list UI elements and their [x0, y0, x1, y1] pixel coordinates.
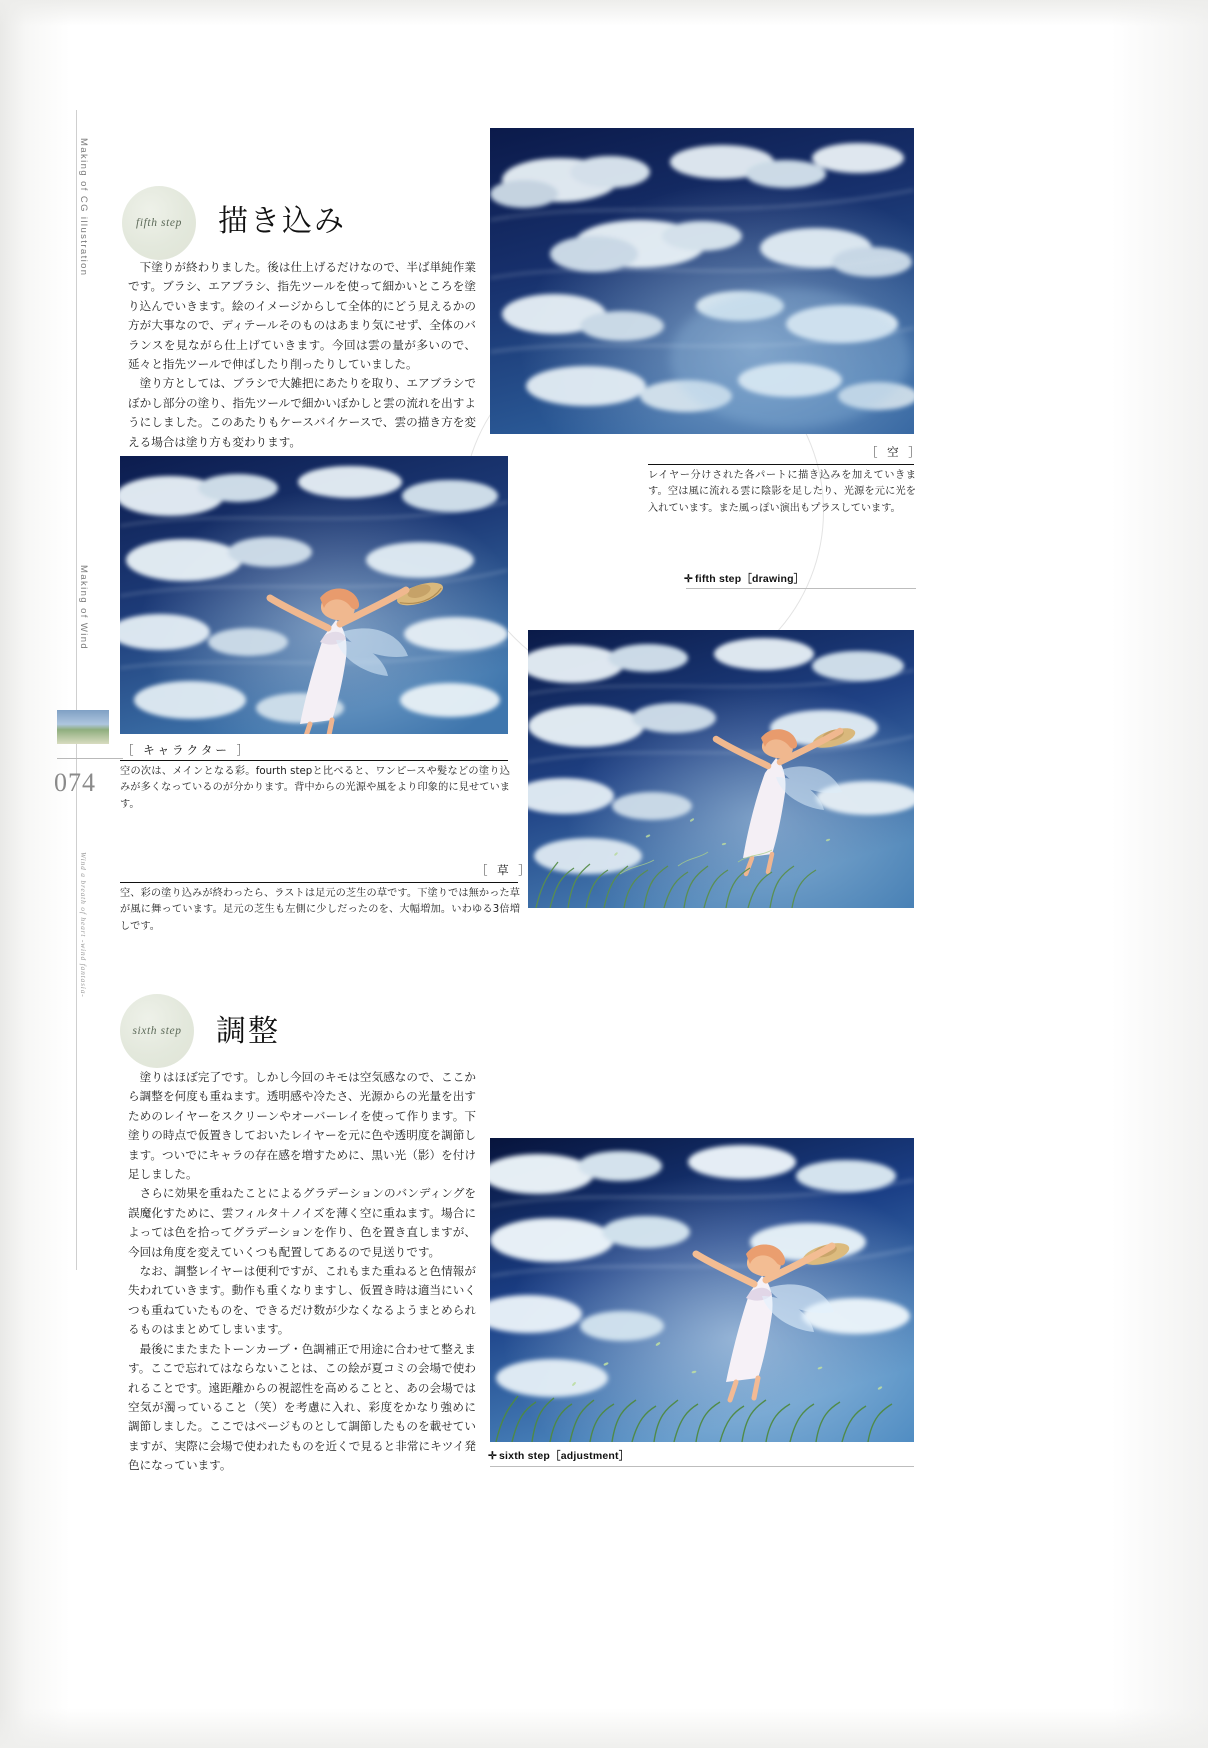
plus-icon: ✛ — [684, 573, 693, 585]
character-figure-note: 空の次は、メインとなる彩。fourth stepと比べると、ワンピースや髪などの塗り込みが多くなっているのが分かります。背中からの光源や風をより印象的に見せています。 — [120, 766, 510, 810]
sixth-step-tag-rule — [490, 1466, 914, 1467]
plus-icon-2: ✛ — [488, 1450, 497, 1462]
sky-caption-rule — [648, 464, 914, 465]
grass-artwork — [528, 630, 914, 908]
sixth-step-tag-bold: sixth step — [499, 1450, 551, 1462]
sixth-step-tag-suffix: ［adjustment］ — [550, 1450, 630, 1462]
character-caption-rule — [120, 760, 508, 761]
sixth-step-body — [128, 1068, 476, 1476]
page-edge-top — [0, 0, 1208, 26]
fifth-step-title: 描き込み — [218, 205, 346, 238]
fifth-step-tag-suffix: ［drawing］ — [741, 573, 805, 585]
sky-artwork-image — [490, 128, 914, 434]
grass-figure-label: ［ 草 ］ — [476, 863, 533, 877]
rail-footer-text: Wind a breath of heart -wind fantasia- — [79, 852, 88, 998]
rail-divider — [76, 110, 77, 1270]
sixth-step-badge — [120, 994, 194, 1068]
adjustment-artwork-image — [490, 1138, 914, 1442]
grass-artwork-image — [528, 630, 914, 908]
grass-figure-note: 空、彩の塗り込みが終わったら、ラストは足元の芝生の草です。下塗りでは無かった草が風に舞っています。足元の芝生も左側に少しだったのを、大幅増加。いわゆる3倍増しです。 — [120, 888, 520, 932]
sixth-step-paragraph-4: 最後にまたまたトーンカーブ・色調補正で用途に合わせて整えます。ここで忘れてはならないことは、この絵が夏コミの会場で使われることです。遠距離からの視認性を高めることと、あの会場では空気が濁っていること（笑）を考慮に入れ、彩度をかなり強めに調節しました。ここではページものとして調節したものを載せていますが、実際に会場で使われたものを近くで見ると非常にキツイ発色になっています。 — [128, 1341, 476, 1473]
sixth-step-paragraph-1: 塗りはほぼ完了です。しかし今回のキモは空気感なので、ここから調整を何度も重ねます。透明感や冷たさ、光源からの光量を出すためのレイヤーをスクリーンやオーバーレイを使って作ります。下塗りの時点で仮置きしておいたレイヤーを元に色や透明度を調節します。ついでにキャラの存在感を増すために、黒い光（影）を付け足しました。 — [128, 1070, 476, 1182]
rail-rule — [57, 758, 123, 759]
fifth-step-body — [128, 258, 476, 452]
fifth-step-tag — [684, 571, 804, 586]
page-edge-bottom — [0, 1708, 1208, 1748]
fifth-step-badge — [122, 186, 196, 260]
fifth-step-badge-label: fifth step — [136, 217, 182, 229]
character-figure-label: ［ キャラクター ］ — [122, 743, 252, 757]
sixth-step-badge-label: sixth step — [132, 1025, 182, 1037]
rail-label-bottom: Making of Wind — [78, 565, 89, 651]
fifth-step-paragraph-2: 塗り方としては、ブラシで大雑把にあたりを取り、エアブラシでぼかし部分の塗り、指先ツールで細かいぼかしと雲の流れを出すようにしました。このあたりもケースバイケースで、雲の描き方を変える場合は塗り方も変わります。 — [128, 376, 476, 449]
rail-label-top: Making of CG illustration — [78, 138, 89, 277]
side-rail — [54, 110, 96, 1310]
page-number: 074 — [54, 768, 96, 797]
sixth-step-paragraph-3: なお、調整レイヤーは便利ですが、これもまた重ねると色情報が失われていきます。動作も重くなりますし、仮置き時は適当にいくつも重ねていたものを、できるだけ数が少なくなるようまとめられるものはまとめてしまいます。 — [128, 1264, 476, 1337]
fifth-step-tag-rule — [686, 588, 916, 589]
sky-artwork — [490, 128, 914, 434]
fifth-step-paragraph-1: 下塗りが終わりました。後は仕上げるだけなので、半ば単純作業です。ブラシ、エアブラシ、指先ツールを使って細かいところを塗り込んでいきます。絵のイメージからして全体的にどう見えるかの方が大事なので、ディテールそのものはあまり気にせず、全体のバランスを見ながら仕上げていきます。今回は雲の量が多いので、延々と指先ツールで伸ばしたり削ったりしていました。 — [128, 260, 476, 372]
sky-figure-label: ［ 空 ］ — [866, 445, 923, 459]
grass-caption-rule — [120, 882, 518, 883]
adjustment-artwork — [490, 1138, 914, 1442]
sky-figure-note: レイヤー分けされた各パートに描き込みを加えていきます。空は風に流れる雲に陰影を足したり、光源を元に光を入れています。また風っぽい演出もプラスしています。 — [648, 470, 916, 514]
fifth-step-tag-bold: fifth step — [695, 573, 742, 585]
sixth-step-paragraph-2: さらに効果を重ねたことによるグラデーションのバンディングを誤魔化すために、雲フィルタ＋ノイズを薄く空に重ねます。場合によっては色を拾ってグラデーションを作り、色を置き直しますが、今回は角度を変えていくつも配置してあるので見送りです。 — [128, 1186, 476, 1259]
rail-thumbnail — [57, 710, 109, 744]
character-artwork — [120, 456, 508, 734]
sixth-step-tag — [488, 1448, 629, 1463]
character-artwork-image — [120, 456, 508, 734]
sixth-step-title: 調整 — [216, 1015, 280, 1048]
